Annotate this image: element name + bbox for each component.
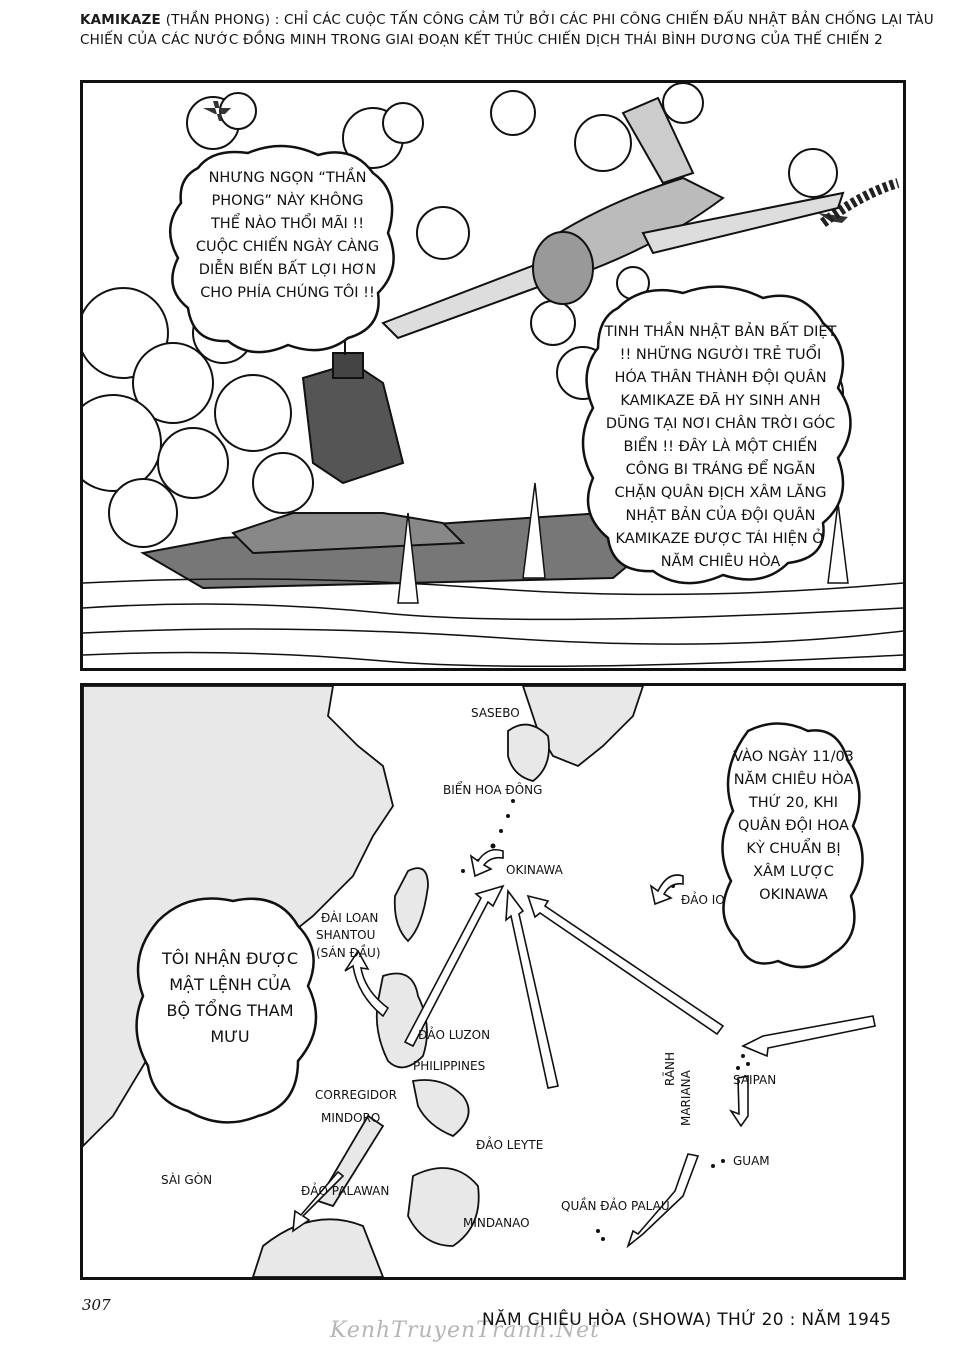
header-note [80,10,940,50]
label-shantou-vn: (SÁN ĐẦU) [316,946,381,960]
label-saipan: SAIPAN [733,1073,777,1087]
page-number: 307 [82,1296,111,1314]
map-bubble-left: TÔI NHẬN ĐƯỢC MẬT LỆNH CỦA BỘ TỔNG THAM MƯU [161,949,299,1046]
label-palau: QUẦN ĐẢO PALAU [561,1199,670,1213]
label-sasebo: SASEBO [471,706,520,720]
label-saigon: SÀI GÒN [161,1173,213,1187]
label-okinawa: OKINAWA [506,863,563,877]
borneo-coast [253,1219,383,1277]
sea [83,579,903,666]
speech-bubble-right: TINH THẦN NHẬT BẢN BẤT DIỆT !! NHỮNG NGƯỜI TRẺ TUỔI HÓA THÂN THÀNH ĐỘI QUÂN KAMIKAZE ĐÃ HY SINH ANH DŨNG TẠI NƠI CHÂN TRỜI GÓC BIỂN !! ĐÂY LÀ MỘT CHIẾN CÔNG BI TRÁNG ĐỂ NGĂN CHẶN QUÂN ĐỊCH XÂM LĂNG NHẬT BẢN CỦA ĐỘI QUÂN KAMIKAZE ĐƯỢC TÁI HIỆN Ở NĂM CHIÊU HÒA [604,324,837,570]
map-bubble-right: VÀO NGÀY 11/03 NĂM CHIÊU HÒA THỨ 20, KHI QUÂN ĐỘI HOA KỲ CHUẨN BỊ XÂM LƯỢC OKINAWA [733,749,854,903]
label-iwo: ĐẢO IO [681,893,725,907]
label-leyte: ĐẢO LEYTE [476,1138,544,1152]
mindanao-island [408,1168,479,1246]
label-corregidor: CORREGIDOR [315,1088,397,1102]
label-guam: GUAM [733,1154,770,1168]
label-mindanao: MINDANAO [463,1216,530,1230]
kyushu-island [508,725,549,781]
header-definition: (THẦN PHONG) : CHỈ CÁC CUỘC TẤN CÔNG CẢM TỬ BỞI CÁC PHI CÔNG CHIẾN ĐẤU NHẬT BẢN CHỐNG LẠI TÀU CHIẾN CỦA CÁC NƯỚC ĐỒNG MINH TRONG GIAI ĐOẠN KẾT THÚC CHIẾN DỊCH THÁI BÌNH DƯƠNG CỦA THẾ CHIẾN 2 [80,12,934,48]
label-philippines: PHILIPPINES [413,1059,486,1073]
watermark: KenhTruyenTranh.Net [330,1318,600,1343]
label-mariana-2: MARIANA [679,1070,693,1126]
visayas-islands [413,1080,469,1136]
header-term: KAMIKAZE [80,12,161,28]
label-mariana-1: RÃNH [663,1051,677,1086]
map-panel [80,683,906,1280]
label-east-china-sea: BIỂN HOA ĐÔNG [443,783,543,797]
label-luzon: ĐẢO LUZON [418,1028,491,1042]
label-taiwan: ĐÀI LOAN [321,911,379,925]
taiwan-island [395,868,428,941]
battle-panel [80,80,906,671]
label-mindoro: MINDORO [321,1111,381,1125]
era-caption: NĂM CHIÊU HÒA (SHOWA) THỨ 20 : NĂM 1945 [482,1310,892,1330]
speech-bubble-left: NHƯNG NGỌN “THẦN PHONG” NÀY KHÔNG THỂ NÀO THỔI MÃI !! CUỘC CHIẾN NGÀY CÀNG DIỄN BIẾN BẤT LỢI HƠN CHO PHÍA CHÚNG TÔI !! [195,170,380,301]
label-palawan: ĐẢO PALAWAN [301,1184,390,1198]
label-shantou: SHANTOU [316,928,376,942]
